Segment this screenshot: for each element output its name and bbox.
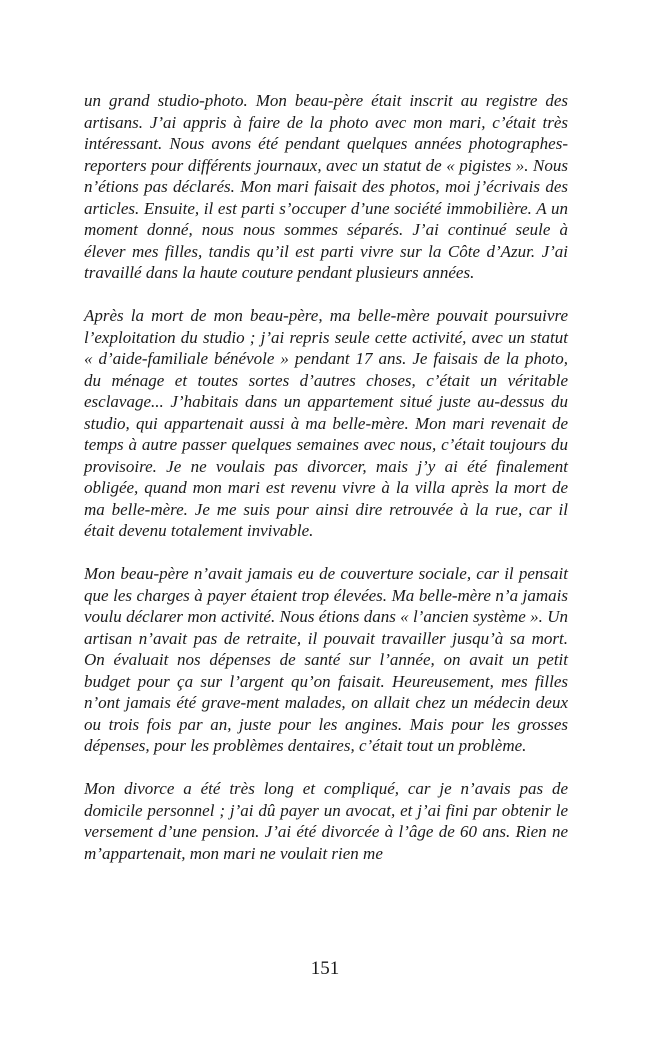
paragraph: Mon divorce a été très long et compliqué, car je n’avais pas de domicile personnel ; j’ai dû payer un avocat, et j’ai fini par obtenir le versement d’une pension. J’ai été divorcée à l’âge de 60 ans. Rien ne m’appartenait, mon mari ne voulait rien me — [84, 779, 568, 863]
paragraph: Après la mort de mon beau-père, ma belle-mère pouvait poursuivre l’exploitation du studio ; j’ai repris seule cette activité, avec un statut « d’aide-familiale bénévole » pendant 17 ans. Je faisais de la photo, du ménage et toutes sortes d’autres choses, c’était un véritable esclavage... J’habitais dans un appartement situé juste au-dessus du studio, qui appartenait aussi à ma belle-mère. Mon mari revenait de temps à autre passer quelques semaines avec nous, c’était toujours du provisoire. Je ne voulais pas divorcer, mais j’y ai été finalement obligée, quand mon mari est revenu vivre à la villa après la mort de ma belle-mère. Je me suis pour ainsi dire retrouvée à la rue, car il était devenu totalement invivable. — [84, 306, 568, 540]
body-text — [84, 90, 568, 864]
paragraph: un grand studio-photo. Mon beau-père était inscrit au registre des artisans. J’ai appris à faire de la photo avec mon mari, c’était très intéressant. Nous avons été pendant quelques années photographes-reporters pour différents journaux, avec un statut de « pigistes ». Nous n’étions pas déclarés. Mon mari faisait des photos, moi j’écrivais des articles. Ensuite, il est parti s’occuper d’une société immobilière. A un moment donné, nous nous sommes séparés. J’ai continué seule à élever mes filles, tandis qu’il est parti vivre sur la Côte d’Azur. J’ai travaillé dans la haute couture pendant plusieurs années. — [84, 91, 568, 282]
page-number: 151 — [310, 958, 340, 979]
paragraph: Mon beau-père n’avait jamais eu de couverture sociale, car il pensait que les charges à payer étaient trop élevées. Ma belle-mère n’a jamais voulu déclarer mon activité. Nous étions dans « l’ancien système ». Un artisan n’avait pas de retraite, il pouvait travailler jusqu’à sa mort. On évaluait nos dépenses de santé sur l’année, on avait un petit budget pour ça sur l’argent qu’on faisait. Heureusement, mes filles n’ont jamais été grave-ment malades, on allait chez un médecin deux ou trois fois par an, juste pour les angines. Mais pour les grosses dépenses, pour les problèmes dentaires, c’était tout un problème. — [84, 564, 568, 755]
